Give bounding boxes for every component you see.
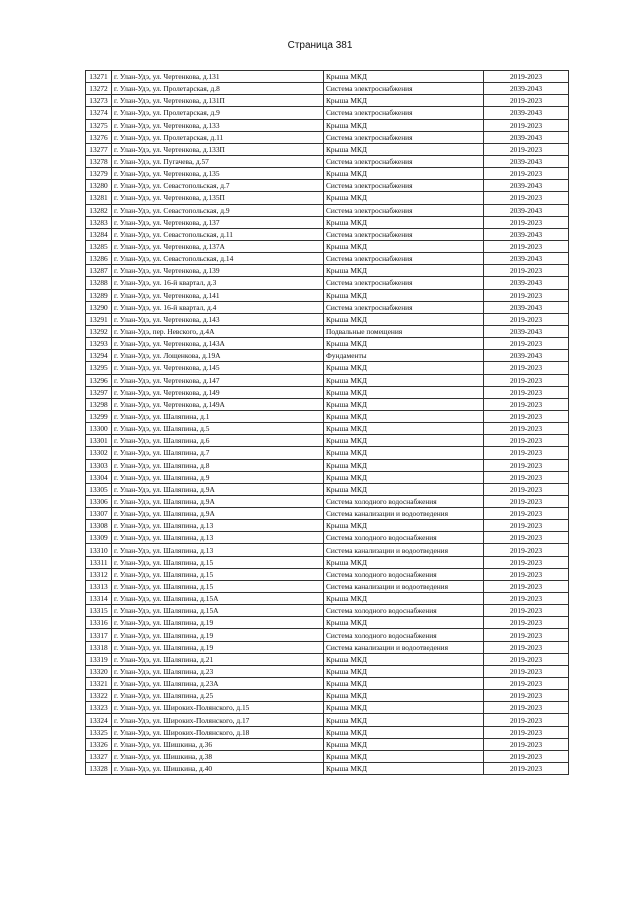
row-period: 2039-2043 (484, 155, 569, 167)
row-period: 2019-2023 (484, 544, 569, 556)
row-period: 2039-2043 (484, 228, 569, 240)
row-work-type: Крыша МКД (324, 738, 484, 750)
row-work-type: Система электроснабжения (324, 83, 484, 95)
row-work-type: Система канализации и водоотведения (324, 544, 484, 556)
row-address: г. Улан-Удэ, ул. Чертенкова, д.143 (112, 313, 324, 325)
row-number: 13286 (86, 253, 112, 265)
table-row (86, 678, 569, 690)
row-address: г. Улан-Удэ, ул. Шаляпина, д.23А (112, 678, 324, 690)
row-address: г. Улан-Удэ, ул. Севастопольская, д.11 (112, 228, 324, 240)
row-number: 13310 (86, 544, 112, 556)
row-address: г. Улан-Удэ, ул. Шаляпина, д.13 (112, 544, 324, 556)
row-address: г. Улан-Удэ, пер. Невского, д.4А (112, 325, 324, 337)
row-work-type: Система электроснабжения (324, 204, 484, 216)
table-row (86, 690, 569, 702)
row-address: г. Улан-Удэ, ул. Широких-Полянского, д.17 (112, 714, 324, 726)
row-work-type: Фундаменты (324, 350, 484, 362)
row-address: г. Улан-Удэ, ул. 16-й квартал, д.4 (112, 301, 324, 313)
row-number: 13293 (86, 338, 112, 350)
table-row (86, 95, 569, 107)
row-work-type: Крыша МКД (324, 556, 484, 568)
table-row (86, 714, 569, 726)
row-address: г. Улан-Удэ, ул. Широких-Полянского, д.18 (112, 726, 324, 738)
row-number: 13274 (86, 107, 112, 119)
row-address: г. Улан-Удэ, ул. Чертенкова, д.139 (112, 265, 324, 277)
table-row (86, 192, 569, 204)
row-address: г. Улан-Удэ, ул. Пугачева, д.57 (112, 155, 324, 167)
row-period: 2019-2023 (484, 726, 569, 738)
row-address: г. Улан-Удэ, ул. Шаляпина, д.19 (112, 617, 324, 629)
row-address: г. Улан-Удэ, ул. Чертенкова, д.141 (112, 289, 324, 301)
row-work-type: Крыша МКД (324, 435, 484, 447)
row-number: 13277 (86, 143, 112, 155)
row-work-type: Крыша МКД (324, 192, 484, 204)
row-work-type: Система холодного водоснабжения (324, 532, 484, 544)
row-period: 2019-2023 (484, 143, 569, 155)
table-row (86, 580, 569, 592)
row-number: 13320 (86, 665, 112, 677)
row-period: 2019-2023 (484, 653, 569, 665)
table-row (86, 738, 569, 750)
row-work-type: Крыша МКД (324, 338, 484, 350)
table-row (86, 240, 569, 252)
row-period: 2019-2023 (484, 483, 569, 495)
row-number: 13306 (86, 495, 112, 507)
row-address: г. Улан-Удэ, ул. Шаляпина, д.5 (112, 423, 324, 435)
row-address: г. Улан-Удэ, ул. Шишкина, д.38 (112, 750, 324, 762)
row-work-type: Система холодного водоснабжения (324, 568, 484, 580)
row-period: 2019-2023 (484, 192, 569, 204)
row-address: г. Улан-Удэ, ул. Шаляпина, д.21 (112, 653, 324, 665)
table-row (86, 653, 569, 665)
row-work-type: Система холодного водоснабжения (324, 495, 484, 507)
row-number: 13324 (86, 714, 112, 726)
row-number: 13309 (86, 532, 112, 544)
table-row (86, 750, 569, 762)
row-work-type: Система электроснабжения (324, 155, 484, 167)
row-period: 2019-2023 (484, 568, 569, 580)
row-address: г. Улан-Удэ, ул. Чертенкова, д.149А (112, 398, 324, 410)
table-row (86, 665, 569, 677)
row-period: 2019-2023 (484, 459, 569, 471)
registry-table (85, 70, 569, 775)
row-address: г. Улан-Удэ, ул. Чертенкова, д.131 (112, 71, 324, 83)
row-work-type: Крыша МКД (324, 690, 484, 702)
row-number: 13279 (86, 168, 112, 180)
table-row (86, 265, 569, 277)
row-number: 13312 (86, 568, 112, 580)
row-number: 13316 (86, 617, 112, 629)
table-row (86, 277, 569, 289)
row-number: 13301 (86, 435, 112, 447)
row-number: 13314 (86, 593, 112, 605)
row-period: 2019-2023 (484, 216, 569, 228)
table-row (86, 459, 569, 471)
row-address: г. Улан-Удэ, ул. Шишкина, д.36 (112, 738, 324, 750)
table-row (86, 325, 569, 337)
row-period: 2019-2023 (484, 714, 569, 726)
table-row (86, 253, 569, 265)
row-work-type: Система электроснабжения (324, 277, 484, 289)
row-number: 13283 (86, 216, 112, 228)
row-number: 13321 (86, 678, 112, 690)
row-work-type: Крыша МКД (324, 289, 484, 301)
row-number: 13313 (86, 580, 112, 592)
table-row (86, 605, 569, 617)
table-row (86, 350, 569, 362)
row-address: г. Улан-Удэ, ул. Шаляпина, д.13 (112, 520, 324, 532)
row-number: 13327 (86, 750, 112, 762)
row-period: 2019-2023 (484, 520, 569, 532)
row-work-type: Крыша МКД (324, 143, 484, 155)
row-period: 2019-2023 (484, 593, 569, 605)
row-address: г. Улан-Удэ, ул. Шаляпина, д.15А (112, 605, 324, 617)
row-number: 13294 (86, 350, 112, 362)
row-work-type: Система электроснабжения (324, 180, 484, 192)
table-row (86, 168, 569, 180)
row-number: 13322 (86, 690, 112, 702)
row-number: 13315 (86, 605, 112, 617)
row-work-type: Крыша МКД (324, 520, 484, 532)
row-number: 13297 (86, 386, 112, 398)
row-period: 2019-2023 (484, 556, 569, 568)
row-period: 2039-2043 (484, 107, 569, 119)
row-work-type: Крыша МКД (324, 617, 484, 629)
row-work-type: Крыша МКД (324, 71, 484, 83)
row-work-type: Крыша МКД (324, 653, 484, 665)
row-period: 2039-2043 (484, 325, 569, 337)
table-row (86, 763, 569, 775)
table-row (86, 83, 569, 95)
row-address: г. Улан-Удэ, ул. Широких-Полянского, д.15 (112, 702, 324, 714)
row-address: г. Улан-Удэ, ул. Шаляпина, д.13 (112, 532, 324, 544)
row-number: 13308 (86, 520, 112, 532)
row-number: 13271 (86, 71, 112, 83)
table-row (86, 532, 569, 544)
table-row (86, 107, 569, 119)
row-address: г. Улан-Удэ, ул. Шаляпина, д.25 (112, 690, 324, 702)
row-number: 13300 (86, 423, 112, 435)
table-row (86, 568, 569, 580)
row-work-type: Крыша МКД (324, 665, 484, 677)
row-number: 13291 (86, 313, 112, 325)
row-work-type: Крыша МКД (324, 119, 484, 131)
table-row (86, 71, 569, 83)
row-address: г. Улан-Удэ, ул. Шаляпина, д.15 (112, 556, 324, 568)
row-period: 2019-2023 (484, 71, 569, 83)
row-period: 2019-2023 (484, 398, 569, 410)
table-row (86, 313, 569, 325)
row-work-type: Система канализации и водоотведения (324, 580, 484, 592)
row-number: 13284 (86, 228, 112, 240)
row-period: 2019-2023 (484, 362, 569, 374)
row-number: 13307 (86, 508, 112, 520)
row-period: 2019-2023 (484, 641, 569, 653)
row-work-type: Система электроснабжения (324, 301, 484, 313)
row-address: г. Улан-Удэ, ул. Севастопольская, д.7 (112, 180, 324, 192)
table-row (86, 508, 569, 520)
row-number: 13305 (86, 483, 112, 495)
row-number: 13319 (86, 653, 112, 665)
row-period: 2019-2023 (484, 240, 569, 252)
row-address: г. Улан-Удэ, ул. Пролетарская, д.9 (112, 107, 324, 119)
row-work-type: Крыша МКД (324, 447, 484, 459)
row-work-type: Крыша МКД (324, 386, 484, 398)
row-number: 13290 (86, 301, 112, 313)
row-work-type: Система холодного водоснабжения (324, 629, 484, 641)
table-row (86, 398, 569, 410)
row-work-type: Крыша МКД (324, 216, 484, 228)
table-row (86, 702, 569, 714)
table-row (86, 131, 569, 143)
row-work-type: Крыша МКД (324, 726, 484, 738)
row-number: 13288 (86, 277, 112, 289)
row-number: 13278 (86, 155, 112, 167)
row-address: г. Улан-Удэ, ул. Шаляпина, д.15 (112, 568, 324, 580)
row-work-type: Крыша МКД (324, 471, 484, 483)
table-row (86, 204, 569, 216)
row-period: 2039-2043 (484, 180, 569, 192)
row-work-type: Крыша МКД (324, 95, 484, 107)
row-period: 2039-2043 (484, 301, 569, 313)
row-work-type: Крыша МКД (324, 423, 484, 435)
row-number: 13287 (86, 265, 112, 277)
row-work-type: Система холодного водоснабжения (324, 605, 484, 617)
table-row (86, 423, 569, 435)
row-address: г. Улан-Удэ, ул. Чертенкова, д.135П (112, 192, 324, 204)
row-number: 13318 (86, 641, 112, 653)
row-period: 2019-2023 (484, 313, 569, 325)
row-address: г. Улан-Удэ, ул. Шаляпина, д.1 (112, 410, 324, 422)
row-number: 13317 (86, 629, 112, 641)
row-address: г. Улан-Удэ, ул. Севастопольская, д.14 (112, 253, 324, 265)
table-row (86, 410, 569, 422)
row-address: г. Улан-Удэ, ул. Чертенкова, д.131П (112, 95, 324, 107)
table-row (86, 556, 569, 568)
row-number: 13325 (86, 726, 112, 738)
table-row (86, 629, 569, 641)
row-address: г. Улан-Удэ, ул. Чертенкова, д.145 (112, 362, 324, 374)
row-period: 2019-2023 (484, 763, 569, 775)
row-period: 2019-2023 (484, 508, 569, 520)
row-work-type: Крыша МКД (324, 374, 484, 386)
row-address: г. Улан-Удэ, ул. Чертенкова, д.137А (112, 240, 324, 252)
row-period: 2019-2023 (484, 168, 569, 180)
row-number: 13303 (86, 459, 112, 471)
row-number: 13304 (86, 471, 112, 483)
row-number: 13285 (86, 240, 112, 252)
row-work-type: Система электроснабжения (324, 131, 484, 143)
row-work-type: Крыша МКД (324, 593, 484, 605)
row-period: 2019-2023 (484, 532, 569, 544)
row-number: 13292 (86, 325, 112, 337)
table-row (86, 289, 569, 301)
row-work-type: Крыша МКД (324, 459, 484, 471)
row-address: г. Улан-Удэ, ул. Чертенкова, д.135 (112, 168, 324, 180)
row-address: г. Улан-Удэ, ул. Шаляпина, д.15А (112, 593, 324, 605)
row-number: 13326 (86, 738, 112, 750)
row-address: г. Улан-Удэ, ул. Шаляпина, д.6 (112, 435, 324, 447)
row-number: 13302 (86, 447, 112, 459)
row-period: 2019-2023 (484, 338, 569, 350)
row-period: 2019-2023 (484, 617, 569, 629)
row-number: 13295 (86, 362, 112, 374)
row-period: 2019-2023 (484, 629, 569, 641)
row-work-type: Система канализации и водоотведения (324, 641, 484, 653)
table-row (86, 143, 569, 155)
table-row (86, 447, 569, 459)
page-header: Страница 381 (287, 40, 353, 51)
row-number: 13273 (86, 95, 112, 107)
row-period: 2039-2043 (484, 277, 569, 289)
row-work-type: Система электроснабжения (324, 107, 484, 119)
row-number: 13289 (86, 289, 112, 301)
table-row (86, 641, 569, 653)
table-row (86, 228, 569, 240)
row-address: г. Улан-Удэ, ул. Чертенкова, д.133 (112, 119, 324, 131)
table-row (86, 617, 569, 629)
row-address: г. Улан-Удэ, ул. Шаляпина, д.23 (112, 665, 324, 677)
row-address: г. Улан-Удэ, ул. Шаляпина, д.9А (112, 508, 324, 520)
row-work-type: Крыша МКД (324, 410, 484, 422)
row-address: г. Улан-Удэ, ул. Шишкина, д.40 (112, 763, 324, 775)
table-row (86, 386, 569, 398)
row-work-type: Система канализации и водоотведения (324, 508, 484, 520)
row-number: 13280 (86, 180, 112, 192)
table-row (86, 155, 569, 167)
row-work-type: Крыша МКД (324, 678, 484, 690)
row-work-type: Крыша МКД (324, 265, 484, 277)
row-period: 2019-2023 (484, 374, 569, 386)
row-work-type: Крыша МКД (324, 763, 484, 775)
row-number: 13281 (86, 192, 112, 204)
table-row (86, 362, 569, 374)
row-work-type: Крыша МКД (324, 362, 484, 374)
row-address: г. Улан-Удэ, ул. Шаляпина, д.15 (112, 580, 324, 592)
row-period: 2019-2023 (484, 410, 569, 422)
row-work-type: Крыша МКД (324, 313, 484, 325)
row-address: г. Улан-Удэ, ул. Чертенкова, д.147 (112, 374, 324, 386)
row-period: 2019-2023 (484, 678, 569, 690)
row-number: 13298 (86, 398, 112, 410)
row-period: 2039-2043 (484, 83, 569, 95)
row-work-type: Система электроснабжения (324, 228, 484, 240)
row-address: г. Улан-Удэ, ул. Шаляпина, д.19 (112, 641, 324, 653)
row-work-type: Подвальные помещения (324, 325, 484, 337)
row-number: 13299 (86, 410, 112, 422)
row-period: 2039-2043 (484, 204, 569, 216)
row-period: 2019-2023 (484, 738, 569, 750)
table-row (86, 726, 569, 738)
row-period: 2039-2043 (484, 253, 569, 265)
table-row (86, 495, 569, 507)
table-row (86, 593, 569, 605)
row-address: г. Улан-Удэ, ул. Шаляпина, д.9А (112, 483, 324, 495)
row-work-type: Крыша МКД (324, 398, 484, 410)
row-address: г. Улан-Удэ, ул. Шаляпина, д.9 (112, 471, 324, 483)
row-address: г. Улан-Удэ, ул. Шаляпина, д.19 (112, 629, 324, 641)
table-row (86, 483, 569, 495)
row-address: г. Улан-Удэ, ул. Чертенкова, д.143А (112, 338, 324, 350)
table-row (86, 338, 569, 350)
row-work-type: Крыша МКД (324, 702, 484, 714)
table-row (86, 180, 569, 192)
row-number: 13311 (86, 556, 112, 568)
row-address: г. Улан-Удэ, ул. 16-й квартал, д.3 (112, 277, 324, 289)
row-number: 13296 (86, 374, 112, 386)
row-number: 13276 (86, 131, 112, 143)
row-period: 2019-2023 (484, 471, 569, 483)
row-period: 2039-2043 (484, 131, 569, 143)
row-work-type: Крыша МКД (324, 483, 484, 495)
row-period: 2019-2023 (484, 750, 569, 762)
table-row (86, 374, 569, 386)
table-row (86, 520, 569, 532)
row-period: 2039-2043 (484, 350, 569, 362)
row-address: г. Улан-Удэ, ул. Чертенкова, д.133П (112, 143, 324, 155)
table-row (86, 216, 569, 228)
row-period: 2019-2023 (484, 605, 569, 617)
row-period: 2019-2023 (484, 95, 569, 107)
table-row (86, 471, 569, 483)
row-work-type: Крыша МКД (324, 750, 484, 762)
row-period: 2019-2023 (484, 265, 569, 277)
row-address: г. Улан-Удэ, ул. Пролетарская, д.8 (112, 83, 324, 95)
row-address: г. Улан-Удэ, ул. Шаляпина, д.9А (112, 495, 324, 507)
row-period: 2019-2023 (484, 665, 569, 677)
row-period: 2019-2023 (484, 386, 569, 398)
row-address: г. Улан-Удэ, ул. Пролетарская, д.11 (112, 131, 324, 143)
row-period: 2019-2023 (484, 702, 569, 714)
row-address: г. Улан-Удэ, ул. Чертенкова, д.137 (112, 216, 324, 228)
row-period: 2019-2023 (484, 289, 569, 301)
row-period: 2019-2023 (484, 423, 569, 435)
row-address: г. Улан-Удэ, ул. Лощенкова, д.19А (112, 350, 324, 362)
row-number: 13275 (86, 119, 112, 131)
row-period: 2019-2023 (484, 690, 569, 702)
row-period: 2019-2023 (484, 580, 569, 592)
row-number: 13323 (86, 702, 112, 714)
row-address: г. Улан-Удэ, ул. Шаляпина, д.7 (112, 447, 324, 459)
row-work-type: Система электроснабжения (324, 253, 484, 265)
table-row (86, 435, 569, 447)
row-number: 13272 (86, 83, 112, 95)
table-row (86, 301, 569, 313)
table-row (86, 119, 569, 131)
row-address: г. Улан-Удэ, ул. Шаляпина, д.8 (112, 459, 324, 471)
row-period: 2019-2023 (484, 119, 569, 131)
row-period: 2019-2023 (484, 495, 569, 507)
row-period: 2019-2023 (484, 435, 569, 447)
registry-table-body (86, 71, 569, 775)
row-number: 13282 (86, 204, 112, 216)
row-work-type: Крыша МКД (324, 240, 484, 252)
table-row (86, 544, 569, 556)
row-address: г. Улан-Удэ, ул. Севастопольская, д.9 (112, 204, 324, 216)
row-period: 2019-2023 (484, 447, 569, 459)
row-work-type: Крыша МКД (324, 168, 484, 180)
row-number: 13328 (86, 763, 112, 775)
row-work-type: Крыша МКД (324, 714, 484, 726)
row-address: г. Улан-Удэ, ул. Чертенкова, д.149 (112, 386, 324, 398)
